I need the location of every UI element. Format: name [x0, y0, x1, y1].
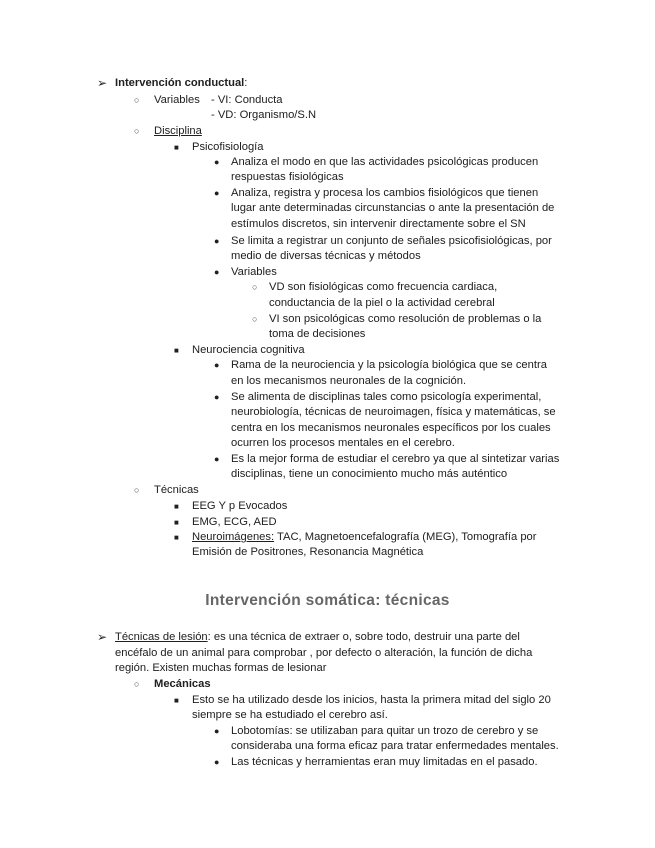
lesion-intro-line: encéfalo de un animal para comprobar , por defecto o alteración, la función de dicha [115, 647, 533, 659]
list-item-text: Se alimenta de disciplinas tales como psicología experimental, [231, 391, 542, 403]
variable-vi: - VI: Conducta [211, 94, 283, 106]
list-item-text: VD son fisiológicas como frecuencia cardiaca, [269, 281, 498, 293]
colon: : [244, 77, 248, 89]
list-item-text: toma de decisiones [269, 328, 366, 340]
list-item-text: EMG, ECG, AED [192, 516, 277, 528]
square-bullet-icon: ■ [174, 502, 179, 511]
list-item-text: ocurren los procesos mentales en el cerebro. [231, 437, 455, 449]
list-item-text: centra en los mecanismos neuronales específicos por los cuales [231, 422, 551, 434]
hollow-circle-bullet-icon: ○ [134, 95, 140, 105]
hollow-circle-bullet-icon: ○ [252, 314, 258, 324]
list-item-text: consideraba una forma eficaz para tratar enfermedades mentales. [231, 740, 559, 752]
variables-sublabel: Variables [231, 266, 277, 278]
list-item-text: Analiza el modo en que las actividades psicológicas producen [231, 156, 539, 168]
dot-bullet-icon: ● [214, 726, 220, 736]
dot-bullet-icon: ● [214, 360, 220, 370]
dot-bullet-icon: ● [214, 757, 220, 767]
dot-bullet-icon: ● [214, 454, 220, 464]
list-item-text: Las técnicas y herramientas eran muy limitadas en el pasado. [231, 756, 538, 768]
list-item-text: respuestas fisiológicas [231, 171, 344, 183]
disciplina-label: Disciplina [154, 125, 202, 137]
hollow-circle-bullet-icon: ○ [134, 485, 140, 495]
list-item-text: EEG Y p Evocados [192, 500, 288, 512]
mecanicas-label: Mecánicas [154, 678, 211, 690]
list-item-text: Es la mejor forma de estudiar el cerebro ya que al sintetizar varias [231, 453, 560, 465]
section-title-line [115, 76, 247, 91]
lesion-intro-line: región. Existen muchas formas de lesionar [115, 662, 327, 674]
variables-label: Variables [154, 94, 200, 106]
list-item-text: Lobotomías: se utilizaban para quitar un trozo de cerebro y se [231, 725, 539, 737]
lesion-intro: : es una técnica de extraer o, sobre todo, destruir una parte del [207, 631, 520, 643]
dot-bullet-icon: ● [214, 392, 220, 402]
hollow-circle-bullet-icon: ○ [134, 679, 140, 689]
lesion-intro-line [115, 630, 520, 645]
hollow-circle-bullet-icon: ○ [134, 126, 140, 136]
dot-bullet-icon: ● [214, 267, 220, 277]
arrow-bullet-icon: ➢ [97, 630, 108, 644]
tecnicas-label: Técnicas [154, 484, 199, 496]
dot-bullet-icon: ● [214, 236, 220, 246]
list-item-text: Analiza, registra y procesa los cambios fisiológicos que tienen [231, 187, 539, 199]
psicofisiologia-label: Psicofisiología [192, 141, 264, 153]
list-item-text: VI son psicológicas como resolución de problemas o la [269, 313, 542, 325]
list-item-text: Rama de la neurociencia y la psicología biológica que se centra [231, 359, 547, 371]
list-item-text: disciplinas, tiene un conocimiento mucho más auténtico [231, 468, 508, 480]
section-title: Intervención conductual [115, 77, 245, 89]
list-item-text: en los mecanismos neuronales de la cognición. [231, 375, 467, 387]
square-bullet-icon: ■ [174, 696, 179, 705]
neuroimagenes-line [192, 530, 537, 545]
list-item-text: Se limita a registrar un conjunto de señales psicofisiológicas, por [231, 235, 552, 247]
list-item-text: Esto se ha utilizado desde los inicios, hasta la primera mitad del siglo 20 [192, 694, 551, 706]
lesion-title: Técnicas de lesión [115, 631, 208, 643]
list-item-text: conductancia de la piel o la actividad cerebral [269, 297, 495, 309]
neuroimagenes-text: TAC, Magnetoencefalografía (MEG), Tomografía por [274, 531, 537, 543]
list-item-text: neurobiología, técnicas de neuroimagen, física y matemáticas, se [231, 406, 556, 418]
square-bullet-icon: ■ [174, 143, 179, 152]
neurociencia-label: Neurociencia cognitiva [192, 344, 305, 356]
section-heading: Intervención somática: técnicas [205, 592, 450, 609]
square-bullet-icon: ■ [174, 518, 179, 527]
variable-vd: - VD: Organismo/S.N [211, 109, 317, 121]
hollow-circle-bullet-icon: ○ [252, 282, 258, 292]
arrow-bullet-icon: ➢ [97, 76, 108, 90]
neuroimagenes-label: Neuroimágenes: [192, 531, 275, 543]
list-item-text: medio de diversas técnicas y métodos [231, 250, 421, 262]
dot-bullet-icon: ● [214, 157, 220, 167]
list-item-text: estímulos discretos, sin intervenir directamente sobre el SN [231, 218, 526, 230]
list-item-text: siempre se ha estudiado el cerebro así. [192, 709, 388, 721]
square-bullet-icon: ■ [174, 346, 179, 355]
square-bullet-icon: ■ [174, 533, 179, 542]
dot-bullet-icon: ● [214, 188, 220, 198]
list-item-text: Emisión de Positrones, Resonancia Magnética [192, 546, 424, 558]
list-item-text: lugar ante determinadas circunstancias o ante la presentación de [231, 202, 555, 214]
